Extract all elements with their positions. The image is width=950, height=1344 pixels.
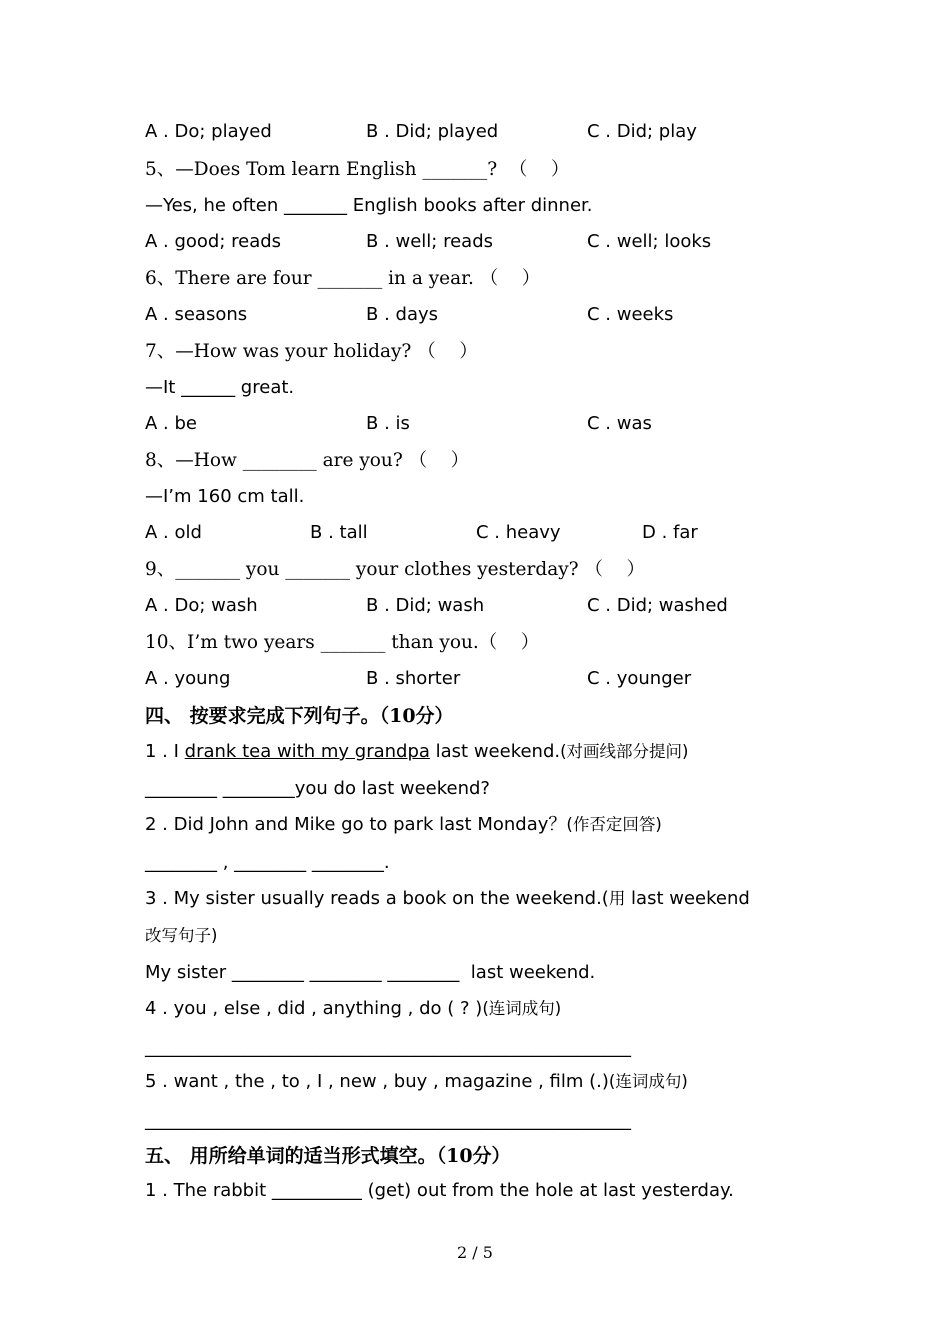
s4-s2-text: 2 . Did John and Mike go to park last Monday？ (145, 814, 567, 835)
s4-s4-instruction: (连词成句) (482, 999, 562, 1018)
q8-question: 8、—How ________ are you? （ ） (145, 450, 470, 471)
s4-sentence-3 (145, 887, 750, 911)
q10-option-a: A . young (145, 668, 231, 689)
q5-answer-line: —Yes, he often _______ English books after dinner. (145, 195, 593, 216)
s4-s5-answer-blank: ______________________________________________________ (145, 1110, 631, 1131)
s4-s1-suffix: last weekend. (429, 741, 561, 762)
s4-s1-answer-blank: ________ ________you do last weekend? (145, 778, 490, 799)
q6-question: 6、There are four _______ in a year. （ ） (145, 268, 541, 289)
s4-s3-instruction-en: last weekend (625, 888, 750, 909)
q8-option-a: A . old (145, 522, 202, 543)
q9-option-c: C . Did; washed (587, 595, 728, 616)
s5-sentence-1: 1 . The rabbit __________ (get) out from the hole at last yesterday. (145, 1180, 734, 1201)
s4-s1-instruction: (对画线部分提问) (560, 742, 689, 761)
page-number: 2 / 5 (457, 1243, 493, 1262)
q4-option-b: B . Did; played (366, 121, 499, 142)
s4-s3-text: 3 . My sister usually reads a book on the weekend.( (145, 888, 609, 909)
s4-s2-instruction: (作否定回答) (566, 815, 662, 834)
s4-s1-underlined-phrase: drank tea with my grandpa (184, 741, 430, 762)
q8-option-d: D . far (642, 522, 698, 543)
s4-s4-text: 4 . you , else , did , anything , do ( ? ) (145, 998, 483, 1019)
s4-s4-answer-blank: ______________________________________________________ (145, 1037, 631, 1058)
q7-option-b: B . is (366, 413, 410, 434)
s4-s5-text: 5 . want , the , to , I , new , buy , magazine , film (.) (145, 1071, 609, 1092)
q5-option-a: A . good; reads (145, 231, 282, 252)
s4-s5-instruction: (连词成句) (608, 1072, 688, 1091)
s4-s2-answer-blank: ________ , ________ ________. (145, 852, 390, 873)
q7-question: 7、—How was your holiday? （ ） (145, 341, 478, 362)
q10-option-b: B . shorter (366, 668, 461, 689)
q6-option-b: B . days (366, 304, 438, 325)
q5-question: 5、—Does Tom learn English _______? （ ） (145, 159, 570, 180)
s4-sentence-1 (145, 740, 689, 764)
q9-option-a: A . Do; wash (145, 595, 258, 616)
section-4-heading: 四、 按要求完成下列句子。（10分） (145, 705, 454, 727)
s4-s3-answer-blank: My sister ________ ________ ________ last weekend. (145, 962, 596, 983)
q5-option-c: C . well; looks (587, 231, 712, 252)
s4-sentence-2 (145, 813, 662, 837)
q7-option-c: C . was (587, 413, 652, 434)
q6-option-c: C . weeks (587, 304, 674, 325)
s4-s1-prefix: 1 . I (145, 741, 185, 762)
q8-answer-line: —I’m 160 cm tall. (145, 486, 305, 507)
q8-option-b: B . tall (310, 522, 368, 543)
q7-answer-line: —It ______ great. (145, 377, 295, 398)
s4-sentence-4 (145, 997, 561, 1021)
q9-question: 9、_______ you _______ your clothes yesterday? （ ） (145, 559, 645, 580)
q10-option-c: C . younger (587, 668, 692, 689)
q4-option-a: A . Do; played (145, 121, 272, 142)
q7-option-a: A . be (145, 413, 197, 434)
q4-option-c: C . Did; play (587, 121, 697, 142)
q9-option-b: B . Did; wash (366, 595, 485, 616)
q8-option-c: C . heavy (476, 522, 561, 543)
q10-question: 10、I’m two years _______ than you.（ ） (145, 632, 540, 653)
s4-s3-instruction-cont: 改写句子) (145, 926, 218, 945)
q6-option-a: A . seasons (145, 304, 248, 325)
q5-option-b: B . well; reads (366, 231, 494, 252)
s4-sentence-5 (145, 1070, 688, 1094)
section-5-heading: 五、 用所给单词的适当形式填空。（10分） (145, 1145, 511, 1167)
s4-s3-instruction-cn: 用 (608, 889, 626, 908)
